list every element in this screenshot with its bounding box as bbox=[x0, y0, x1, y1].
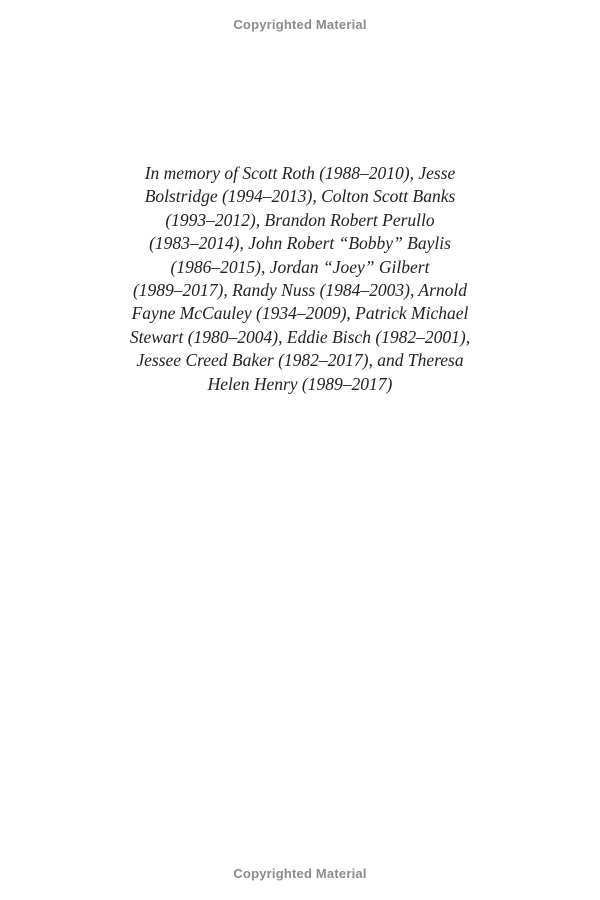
dedication-line: (1983–2014), John Robert “Bobby” Baylis bbox=[149, 233, 451, 254]
dedication-line: (1989–2017), Randy Nuss (1984–2003), Arnold bbox=[132, 280, 468, 301]
dedication-line: Fayne McCauley (1934–2009), Patrick Michael bbox=[131, 303, 469, 324]
dedication-line: (1986–2015), Jordan “Joey” Gilbert bbox=[170, 256, 430, 277]
dedication-block bbox=[0, 162, 600, 396]
copyright-notice-top: Copyrighted Material bbox=[233, 17, 367, 32]
dedication-line: In memory of Scott Roth (1988–2010), Jesse bbox=[144, 163, 456, 183]
dedication-line: Jessee Creed Baker (1982–2017), and Theresa bbox=[136, 350, 464, 371]
dedication-line: Helen Henry (1989–2017) bbox=[207, 373, 393, 394]
dedication-line: Stewart (1980–2004), Eddie Bisch (1982–2001), bbox=[129, 326, 471, 347]
copyright-notice-bottom: Copyrighted Material bbox=[233, 866, 367, 881]
dedication-line: (1993–2012), Brandon Robert Perullo bbox=[165, 209, 435, 230]
dedication-line: Bolstridge (1994–2013), Colton Scott Banks bbox=[144, 186, 456, 207]
